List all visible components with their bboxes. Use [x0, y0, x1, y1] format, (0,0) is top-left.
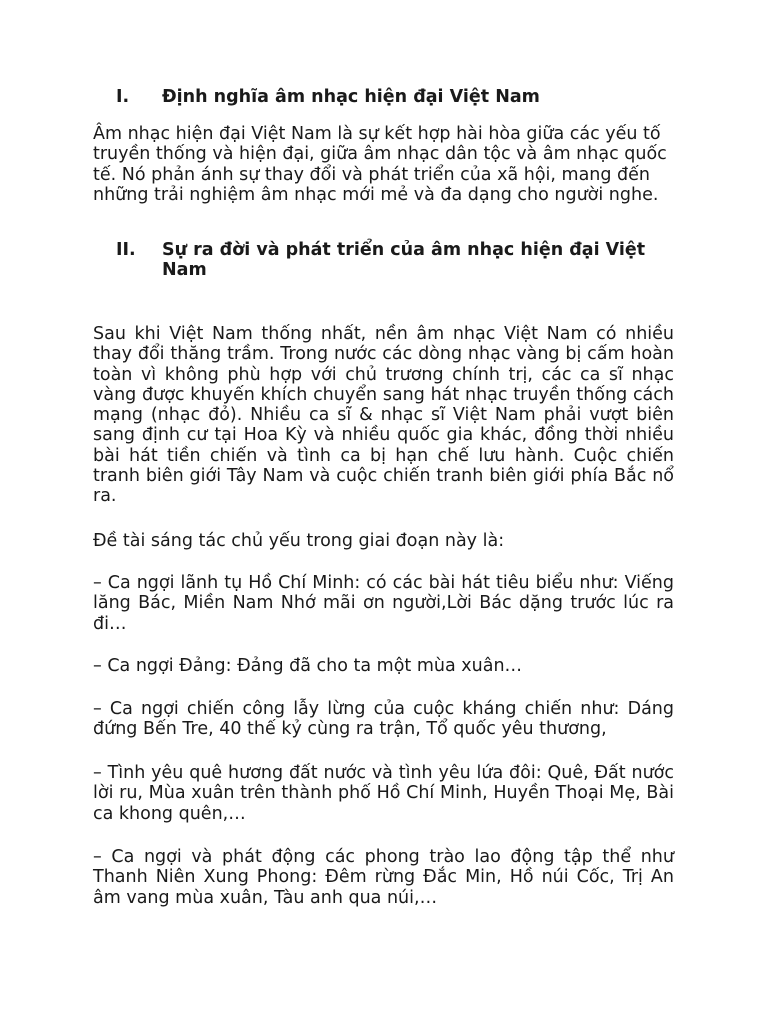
section-title: Sự ra đời và phát triển của âm nhạc hiện đại Việt Nam: [162, 240, 646, 280]
intro-paragraph: Âm nhạc hiện đại Việt Nam là sự kết hợp hài hòa giữa các yếu tố truyền thống và hiện đại, giữa âm nhạc dân tộc và âm nhạc quốc tế. Nó phản ánh sự thay đổi và phát triển của xã hội, mang đến những trải nghiệm âm nhạc mới mẻ và đa dạng cho người nghe.: [93, 124, 667, 205]
section-heading-1: [116, 87, 676, 107]
section-number: I.: [116, 87, 130, 107]
list-item: – Ca ngợi Đảng: Đảng đã cho ta một mùa xuân…: [93, 656, 523, 676]
list-item: – Ca ngợi và phát động các phong trào lao động tập thể như Thanh Niên Xung Phong: Đêm rừng Đắc Min, Hồ núi Cốc, Trị An âm vang mùa xuân, Tàu anh qua núi,…: [93, 847, 674, 908]
section-heading-2: [116, 240, 676, 280]
list-item: – Tình yêu quê hương đất nước và tình yêu lứa đôi: Quê, Đất nước lời ru, Mùa xuân trên thành phố Hồ Chí Minh, Huyền Thoại Mẹ, Bài ca khong quên,…: [93, 763, 674, 824]
history-paragraph: Sau khi Việt Nam thống nhất, nền âm nhạc Việt Nam có nhiều thay đổi thăng trầm. Trong nước các dòng nhạc vàng bị cấm hoàn toàn vì không phù hợp với chủ trương chính trị, các ca sĩ nhạc vàng được khuyến khích chuyển sang hát nhạc truyền thống cách mạng (nhạc đỏ). Nhiều ca sĩ & nhạc sĩ Việt Nam phải vượt biên sang định cư tại Hoa Kỳ và nhiều quốc gia khác, đồng thời nhiều bài hát tiền chiến và tình ca bị hạn chế lưu hành. Cuộc chiến tranh biên giới Tây Nam và cuộc chiến tranh biên giới phía Bắc nổ ra.: [93, 324, 674, 507]
section-number: II.: [116, 240, 136, 260]
topics-intro: Đề tài sáng tác chủ yếu trong giai đoạn này là:: [93, 531, 505, 551]
section-title: Định nghĩa âm nhạc hiện đại Việt Nam: [162, 87, 540, 107]
list-item: – Ca ngợi chiến công lẫy lừng của cuộc kháng chiến như: Dáng đứng Bến Tre, 40 thế kỷ cùng ra trận, Tổ quốc yêu thương,: [93, 699, 674, 740]
list-item: – Ca ngợi lãnh tụ Hồ Chí Minh: có các bài hát tiêu biểu như: Viếng lăng Bác, Miền Nam Nhớ mãi ơn người,Lời Bác dặng trước lúc ra đi…: [93, 573, 674, 634]
